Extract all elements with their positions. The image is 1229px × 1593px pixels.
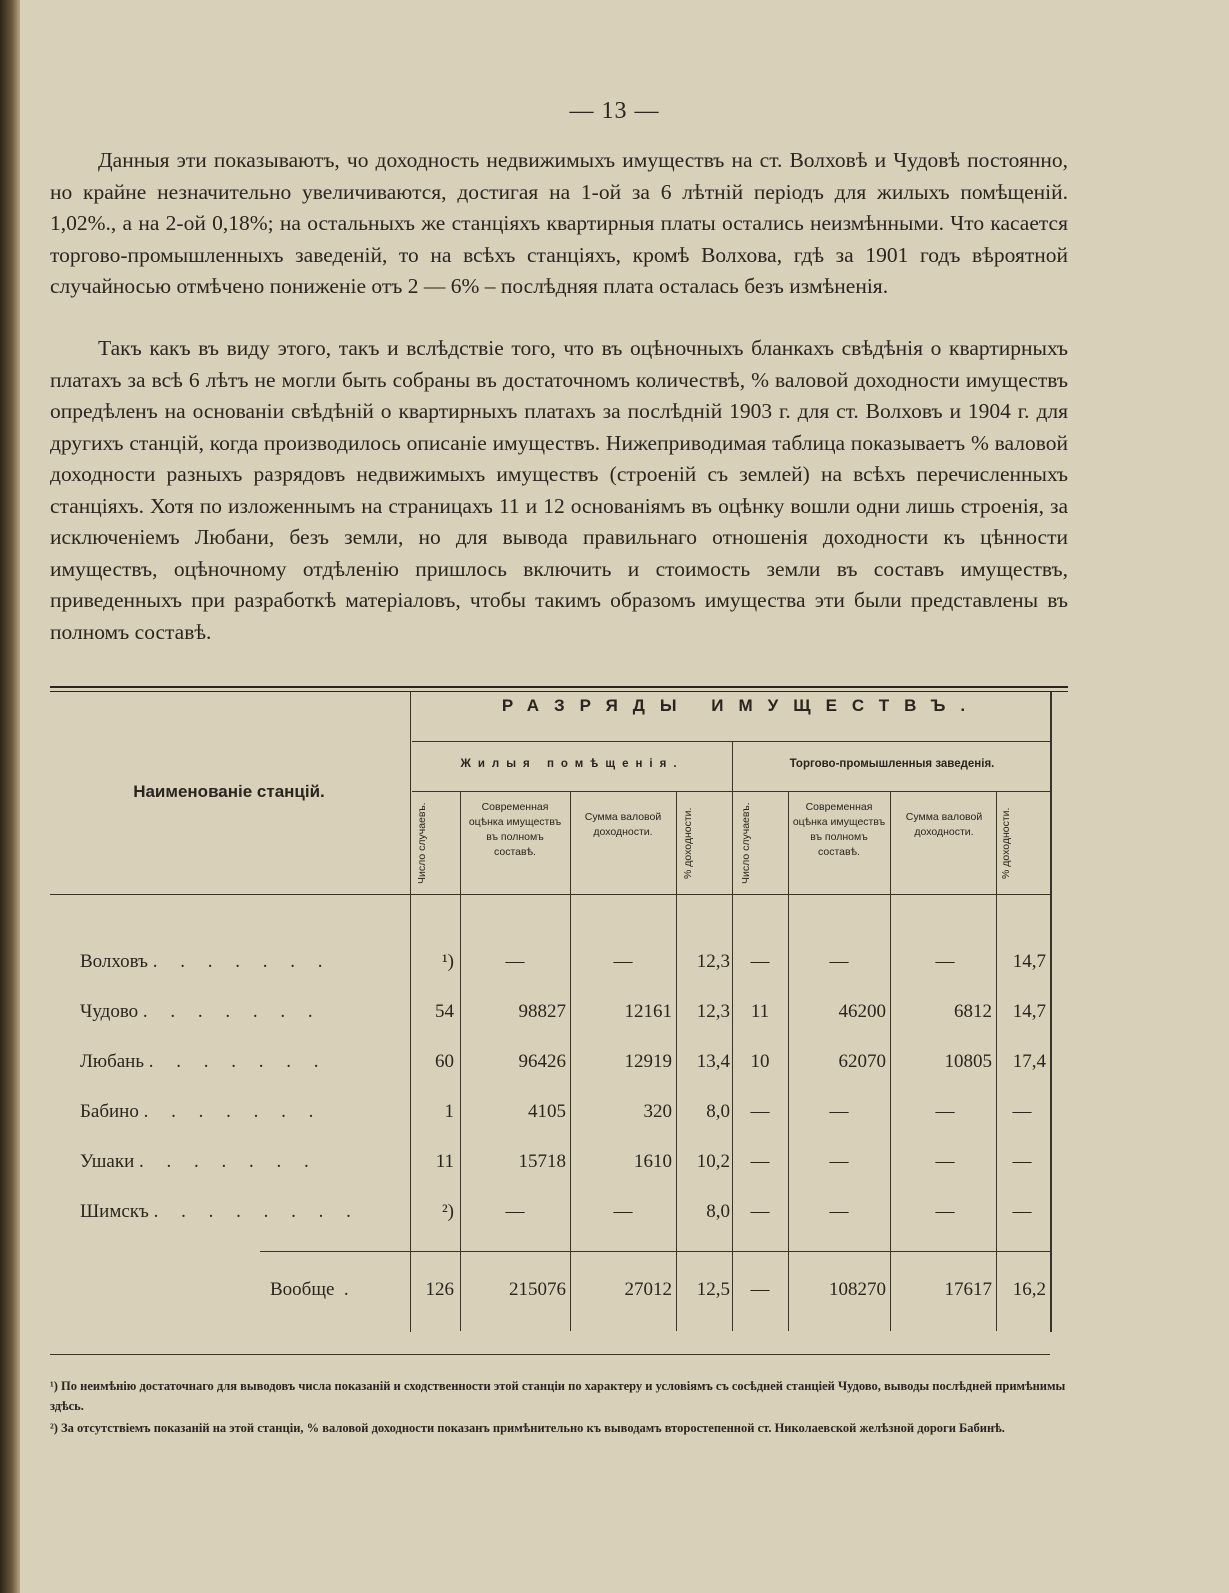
res-value-cell: — [505,951,525,972]
table-row [50,1051,1068,1091]
com-income-cell: 6812 [954,1001,992,1022]
footnote-2: ²) За отсутствіемъ показаній на этой станціи, % валовой доходности показанъ примѣнительно къ выводамъ второстепенной ст. Николаевской желѣзной дороги Бабинѣ. [50,1421,1005,1435]
station-name: Любань [80,1051,145,1072]
res-cases-header: Число случаевъ. [416,802,428,884]
table-row [50,1101,1068,1141]
com-income-cell: — [935,1151,955,1172]
table-top-rule [50,686,1068,688]
res-income-cell: — [613,1201,633,1222]
total-label: Вообще [270,1279,335,1300]
com-value-cell: 108270 [829,1279,886,1300]
res-pct-cell: 10,2 [696,1151,730,1172]
table-top-rule-thin [50,691,1068,692]
com-value-cell: 62070 [838,1051,886,1072]
com-pct-cell: — [1012,1101,1032,1122]
station-name: Бабино [80,1101,139,1122]
station-header: Наименованіе станцій. [133,782,325,801]
com-cases-cell: — [750,1151,770,1172]
header-bottom-line [50,894,1050,895]
com-pct-cell: 16,2 [1012,1279,1046,1300]
res-cases-cell: 54 [435,1001,454,1022]
table-row [50,1151,1068,1191]
com-cases-header: Число случаевъ. [740,802,752,884]
subgroup-header-line [412,791,1050,792]
res-pct-cell: 12,5 [696,1279,730,1300]
res-income-cell: 27012 [624,1279,672,1300]
res-pct-cell: 12,3 [696,951,730,972]
res-cases-cell: 60 [435,1051,454,1072]
res-value-cell: — [505,1201,525,1222]
res-value-cell: 4105 [528,1101,566,1122]
station-name: Чудово [80,1001,139,1022]
book-binding-edge [0,0,20,1593]
res-income-cell: 320 [643,1101,672,1122]
res-cases-cell: ²) [441,1201,454,1222]
com-pct-header: % доходности. [1000,807,1012,879]
res-pct-cell: 12,3 [696,1001,730,1022]
res-value-cell: 96426 [518,1051,566,1072]
station-name: Шимскъ [80,1201,149,1222]
res-income-header: Сумма валовой доходности. [584,811,662,838]
com-pct-cell: 17,4 [1012,1051,1046,1072]
table-bottom-rule [50,1354,1050,1355]
com-income-cell: — [935,1101,955,1122]
subgroup-divider [732,741,733,796]
com-cases-cell: — [750,1101,770,1122]
paragraph-2: Такъ какъ въ виду этого, такъ и вслѣдствіе того, что въ оцѣночныхъ бланкахъ свѣдѣнія о квартирныхъ платахъ за всѣ 6 лѣтъ не могли быть собраны въ достаточномъ количествѣ, % валовой доходности имуществъ опредѣленъ на основаніи свѣдѣній о квартирныхъ платахъ за послѣдній 1903 г. для ст. Волховъ и 1904 г. для другихъ станцій, когда производилось описаніе имуществъ. Нижеприводимая таблица показываетъ % валовой доходности разныхъ разрядовъ недвижимыхъ имуществъ (строеній съ землей) на всѣхъ перечисленныхъ станціяхъ. Хотя по изложеннымъ на страницахъ 11 и 12 основаніямъ въ оцѣнку вошли одни лишь строенія, за исключеніемъ Любани, безъ земли, но для вывода правильнаго отношенія доходности къ цѣнности имуществъ, оцѣночному отдѣленію пришлось включить и стоимость земли въ составъ имуществъ, приведенныхъ при разработкѣ матеріаловъ, чтобы такимъ образомъ имущества эти были представлены въ полномъ составѣ. [50,336,1068,644]
com-pct-cell: 14,7 [1012,951,1046,972]
res-value-header: Современная оцѣнка имуществъ въ полномъ составѣ. [468,801,562,858]
page-number: — 13 — [569,98,660,124]
res-cases-cell: 126 [425,1279,454,1300]
com-value-cell: — [829,1201,849,1222]
com-value-cell: — [829,1101,849,1122]
res-income-cell: 1610 [634,1151,672,1172]
com-income-header: Сумма валовой доходности. [905,811,983,838]
residential-title: Жилыя помѣщенія. [460,758,684,770]
res-income-cell: 12161 [624,1001,672,1022]
com-cases-cell: 10 [750,1051,770,1072]
group-title: РАЗРЯДЫ ИМУЩЕСТВЪ. [501,696,981,715]
leader-dots: . . . . . . . [142,1001,322,1022]
paragraph-1: Данныя эти показываютъ, чо доходность недвижимыхъ имуществъ на ст. Волховѣ и Чудовѣ постоянно, но крайне незначительно увеличиваются, достигая на 1-ой за 6 лѣтній періодъ для жилыхъ помѣщеній. 1,02%., а на 2-ой 0,18%; на остальныхъ же станціяхъ квартирныя платы остались неизмѣнными. Что касается торгово-промышленныхъ заведеній, то на всѣхъ станціяхъ, кромѣ Волхова, гдѣ за 1901 годъ вѣроятной случайносью отмѣчено пониженіе отъ 2 — 6% – послѣдняя плата осталась безъ измѣненія. [50,148,1068,298]
com-income-cell: 17617 [944,1279,992,1300]
com-value-cell: — [829,1151,849,1172]
group-header-line [412,741,1050,742]
com-value-cell: 46200 [838,1001,886,1022]
footnote-1: ¹) По неимѣнію достаточнаго для выводовъ числа показаній и сходственности этой станціи по характеру и условіямъ съ сосѣдней станціей Чудово, выводы послѣдней примѣнимы здѣсь. [50,1379,1066,1413]
commercial-title: Торгово-промышленныя заведенія. [789,758,995,770]
com-pct-cell: 14,7 [1012,1001,1046,1022]
table-row [50,1001,1068,1041]
station-name: Волховъ [80,951,149,972]
leader-dots: . . . . . . . . [153,1201,360,1222]
com-pct-cell: — [1012,1201,1032,1222]
com-pct-cell: — [1012,1151,1032,1172]
leader-dots: . . . . . . . [143,1101,323,1122]
com-cases-cell: 11 [750,1001,770,1022]
com-cases-cell: — [750,1201,770,1222]
res-value-cell: 15718 [518,1151,566,1172]
res-pct-cell: 8,0 [706,1101,730,1122]
com-cases-cell: — [750,1279,770,1300]
res-cases-cell: 11 [435,1151,454,1172]
leader-dots: . [343,1279,349,1300]
com-income-cell: — [935,951,955,972]
table-row [50,951,1068,991]
res-pct-cell: 13,4 [696,1051,730,1072]
com-cases-cell: — [750,951,770,972]
leader-dots: . . . . . . . [148,1051,328,1072]
com-income-cell: — [935,1201,955,1222]
res-pct-cell: 8,0 [706,1201,730,1222]
res-value-cell: 215076 [509,1279,566,1300]
res-cases-cell: 1 [444,1101,454,1122]
leader-dots: . . . . . . . [152,951,332,972]
total-separator [260,1251,1050,1252]
com-value-cell: — [829,951,849,972]
income-table [50,686,1068,1356]
res-income-cell: — [613,951,633,972]
com-value-header: Современная оцѣнка имуществъ въ полномъ составѣ. [792,801,886,858]
res-cases-cell: ¹) [441,951,454,972]
leader-dots: . . . . . . . [139,1151,318,1172]
station-name: Ушаки [80,1151,135,1172]
res-value-cell: 98827 [518,1001,566,1022]
res-pct-header: % доходности. [682,807,694,879]
com-income-cell: 10805 [944,1051,992,1072]
res-income-cell: 12919 [624,1051,672,1072]
table-total-row [50,1279,1068,1319]
table-row [50,1201,1068,1241]
